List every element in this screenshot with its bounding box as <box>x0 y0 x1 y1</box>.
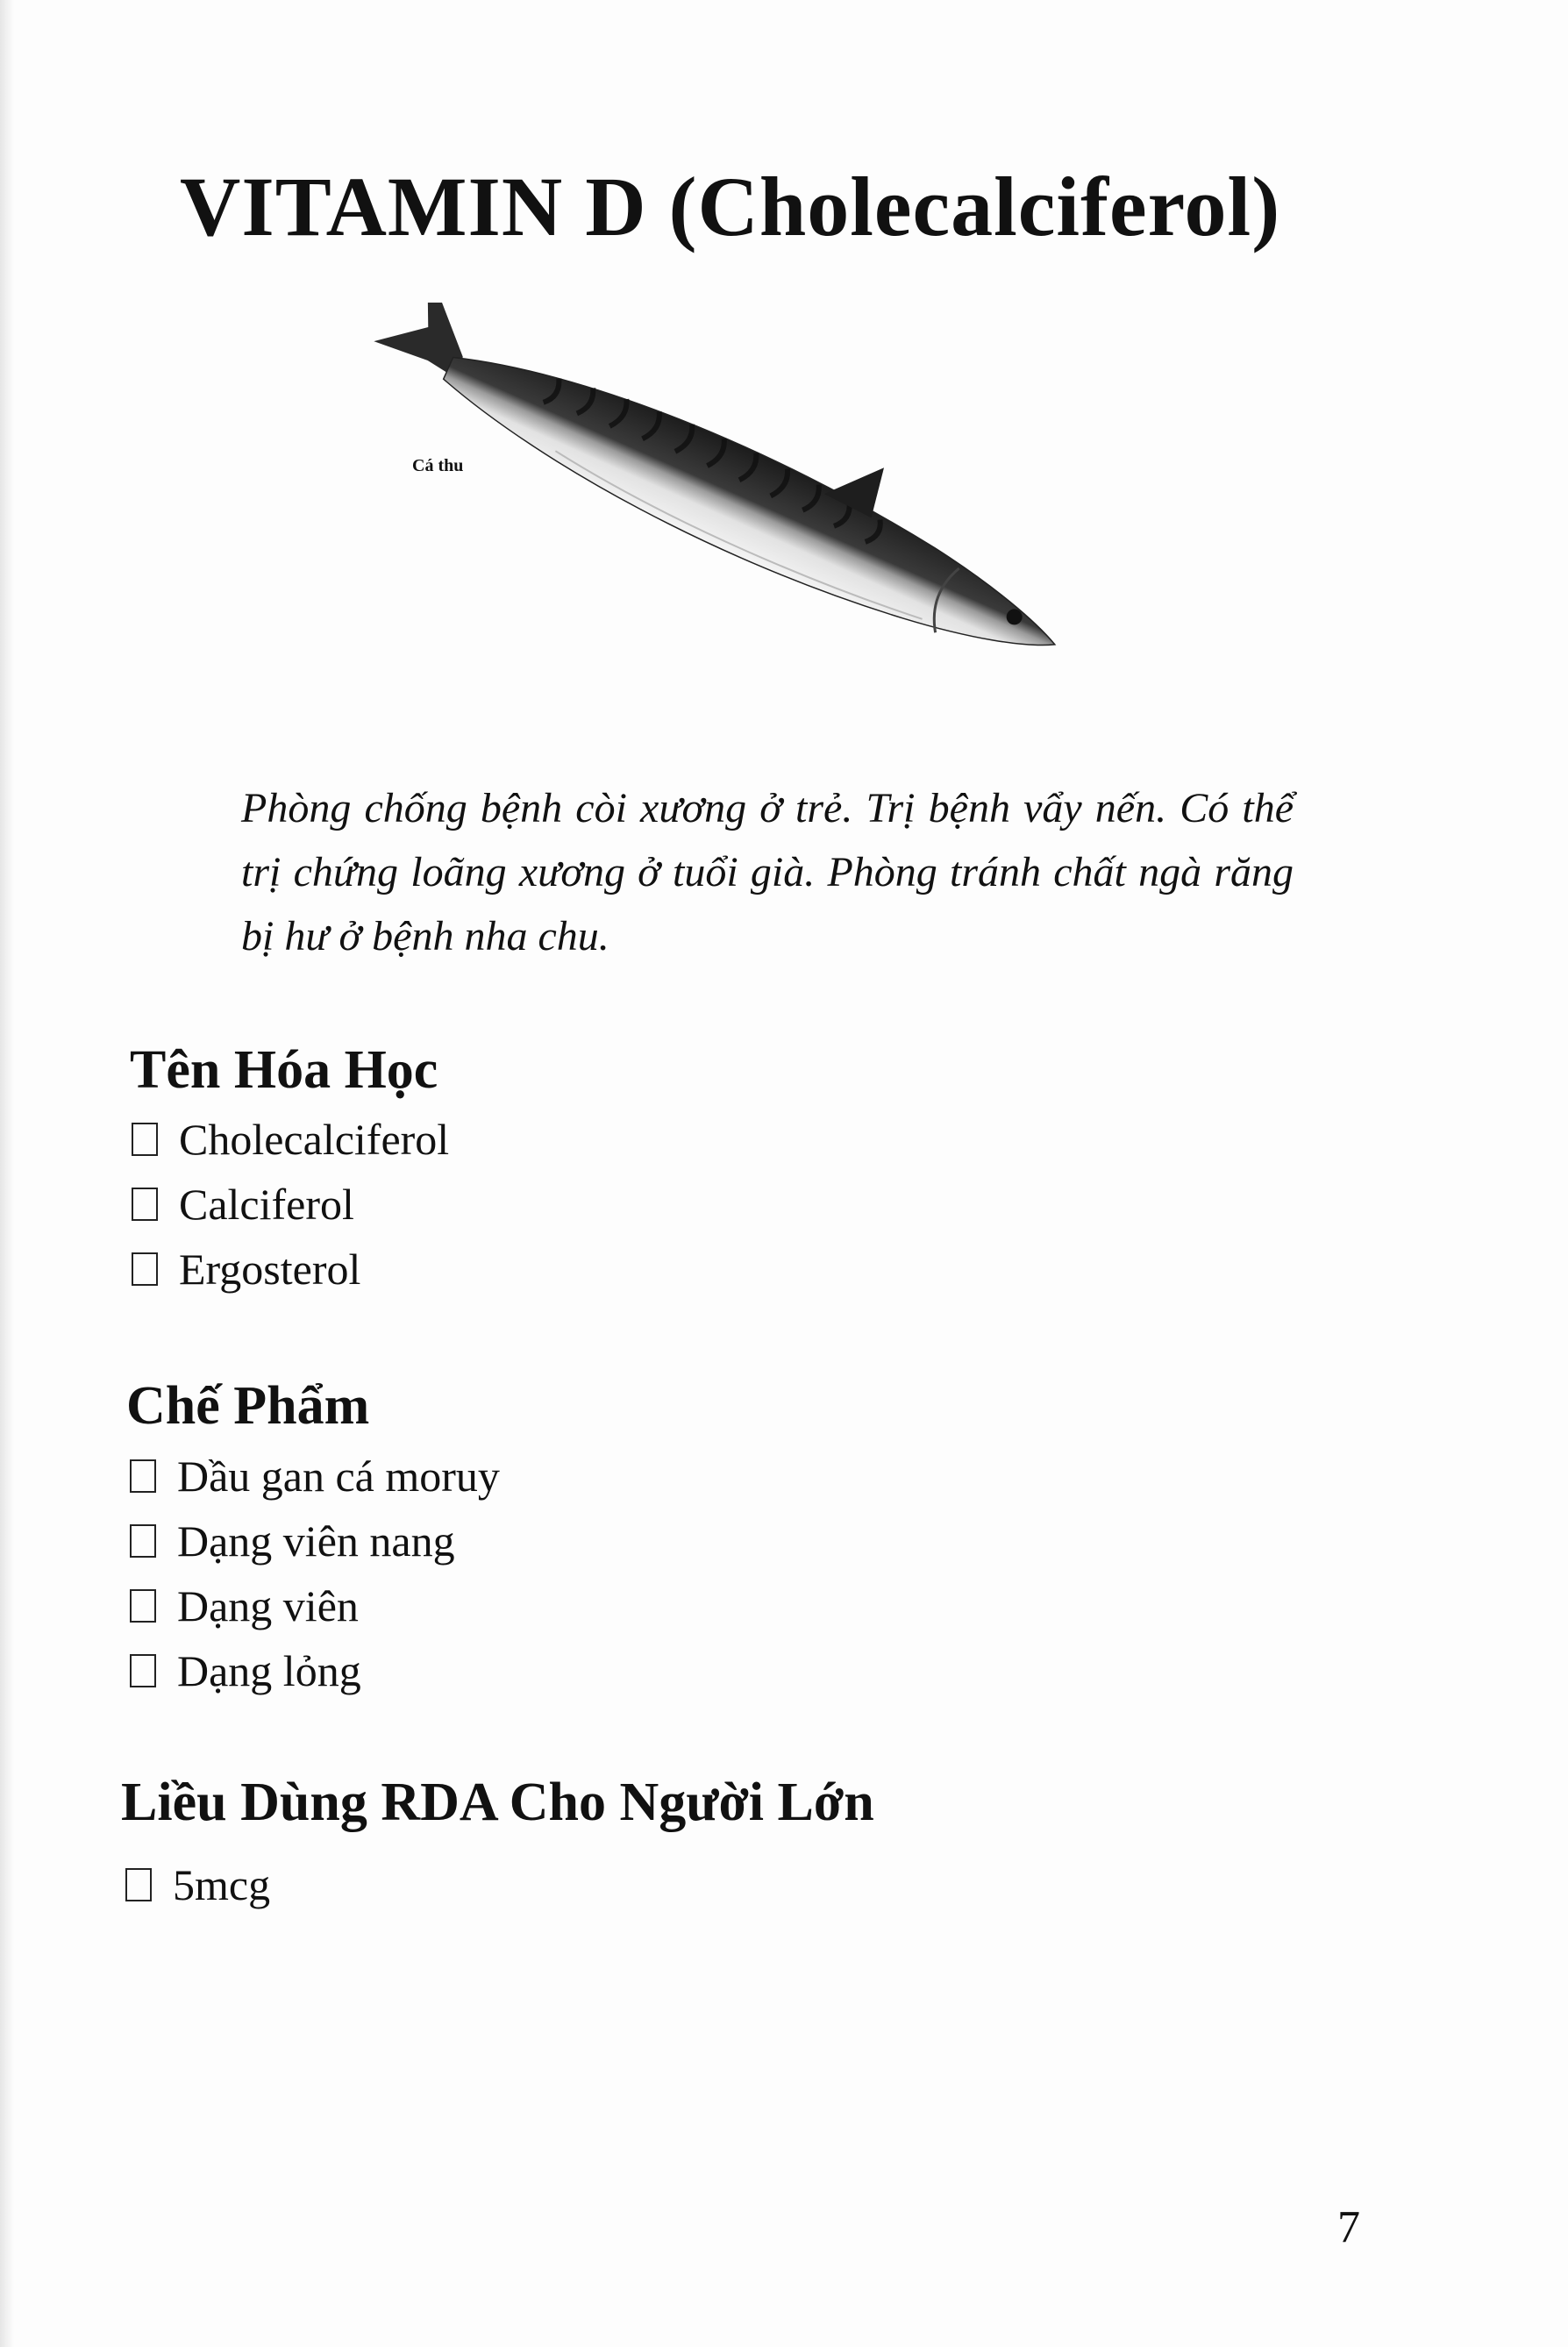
list-item-text: Cholecalciferol <box>179 1115 450 1164</box>
page-edge-shadow <box>0 0 14 2347</box>
page-title: VITAMIN D (Cholecalciferol) <box>180 160 1281 253</box>
list-item-text: Dạng lỏng <box>177 1646 361 1695</box>
fish-caption: Cá thu <box>412 456 464 475</box>
fish-body <box>426 324 1077 680</box>
checkbox-icon <box>132 1252 158 1286</box>
checkbox-icon <box>125 1868 152 1901</box>
mackerel-fish-illustration <box>324 303 1096 680</box>
rda-dosage-list <box>125 1852 270 1917</box>
list-item-text: Dạng viên nang <box>177 1516 455 1566</box>
list-item <box>132 1107 449 1172</box>
list-item <box>130 1638 500 1703</box>
intro-paragraph: Phòng chống bệnh còi xương ở trẻ. Trị bệnh vẩy nến. Có thể trị chứng loãng xương ở tuổi già. Phòng tránh chất ngà răng bị hư ở bệnh nha chu. <box>241 785 1294 959</box>
checkbox-icon <box>130 1654 156 1687</box>
preparations-list <box>130 1444 500 1703</box>
fish-drawing <box>324 303 1096 680</box>
checkbox-icon <box>132 1123 158 1156</box>
list-item <box>132 1172 449 1237</box>
section-heading-preparations: Chế Phẩm <box>126 1376 370 1436</box>
list-item <box>130 1444 500 1509</box>
section-heading-chemical-names: Tên Hóa Học <box>130 1040 438 1100</box>
checkbox-icon <box>132 1188 158 1221</box>
section-heading-rda-dosage: Liều Dùng RDA Cho Người Lớn <box>121 1773 874 1832</box>
checkbox-icon <box>130 1524 156 1558</box>
list-item-text: Calciferol <box>179 1180 354 1229</box>
page-number: 7 <box>1337 2202 1360 2252</box>
list-item-text: Dầu gan cá moruy <box>177 1452 500 1501</box>
list-item-text: Ergosterol <box>179 1245 361 1294</box>
list-item <box>130 1509 500 1573</box>
checkbox-icon <box>130 1589 156 1623</box>
list-item-text: Dạng viên <box>177 1581 359 1630</box>
chemical-names-list <box>132 1107 449 1302</box>
list-item <box>132 1237 449 1302</box>
list-item <box>130 1573 500 1638</box>
list-item <box>125 1852 270 1917</box>
list-item-text: 5mcg <box>173 1860 271 1909</box>
checkbox-icon <box>130 1459 156 1493</box>
